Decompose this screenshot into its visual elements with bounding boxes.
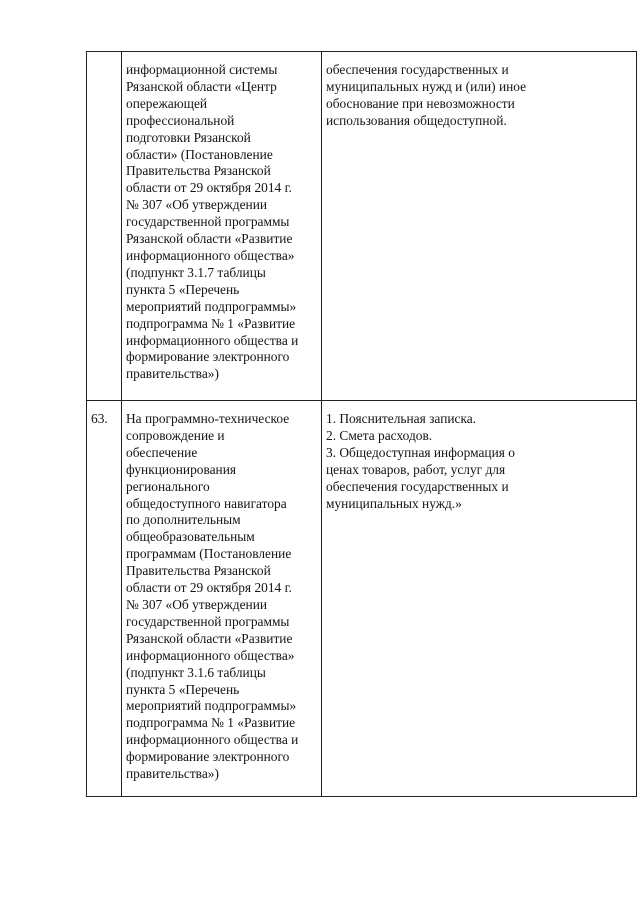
required-documents-cell <box>322 401 637 797</box>
text-line: профессиональной <box>126 112 235 128</box>
table-row <box>87 52 637 401</box>
text-line: правительства») <box>126 766 219 782</box>
text-line: Рязанской области «Развитие <box>126 630 293 646</box>
document-table <box>86 51 637 797</box>
row-number-cell <box>87 52 122 401</box>
text-line: информационного общества и <box>126 732 299 748</box>
activity-name-cell <box>122 52 322 401</box>
text-line: муниципальных нужд и (или) иное <box>326 78 527 94</box>
text-line: обеспечение <box>126 444 198 460</box>
text-line: обеспечения государственных и <box>326 62 509 77</box>
text-line: по дополнительным <box>126 512 241 528</box>
text-line: общедоступного навигатора <box>126 495 287 511</box>
text-line: обеспечения государственных и <box>326 478 509 494</box>
text-line: подготовки Рязанской <box>126 129 251 145</box>
text-line: муниципальных нужд.» <box>326 495 462 511</box>
activity-name-cell <box>122 401 322 797</box>
text-line: Рязанской области «Развитие <box>126 231 293 247</box>
text-line: обоснование при невозможности <box>326 95 515 111</box>
text-line: государственной программы <box>126 214 290 230</box>
text-line: информационного общества» <box>126 247 295 263</box>
text-line: 1. Пояснительная записка. <box>326 411 477 426</box>
text-line: регионального <box>126 478 210 494</box>
text-line: области от 29 октября 2014 г. <box>126 580 292 596</box>
text-line: использования общедоступной. <box>326 112 507 128</box>
text-line: (подпункт 3.1.7 таблицы <box>126 264 266 280</box>
text-line: № 307 «Об утверждении <box>126 197 268 213</box>
text-line: мероприятий подпрограммы» <box>126 698 297 714</box>
text-line: информационного общества» <box>126 647 295 663</box>
text-line: сопровождение и <box>126 427 225 443</box>
text-line: формирование электронного <box>126 349 290 365</box>
text-line: Правительства Рязанской <box>126 563 271 579</box>
row-number-cell: 63. <box>87 401 122 797</box>
required-documents-cell <box>322 52 637 401</box>
text-line: программам (Постановление <box>126 546 292 562</box>
text-line: пункта 5 «Перечень <box>126 281 240 297</box>
text-line: подпрограмма № 1 «Развитие <box>126 715 296 731</box>
text-line: № 307 «Об утверждении <box>126 596 268 612</box>
text-line: мероприятий подпрограммы» <box>126 298 297 314</box>
text-line: области» (Постановление <box>126 146 273 162</box>
text-line: подпрограмма № 1 «Развитие <box>126 315 296 331</box>
text-line: общеобразовательным <box>126 529 255 545</box>
text-line: На программно-техническое <box>126 411 290 426</box>
text-line: 2. Смета расходов. <box>326 427 433 443</box>
text-line: информационного общества и <box>126 332 299 348</box>
text-line: области от 29 октября 2014 г. <box>126 180 292 196</box>
text-line: правительства») <box>126 366 219 382</box>
text-line: (подпункт 3.1.6 таблицы <box>126 664 266 680</box>
text-line: государственной программы <box>126 613 290 629</box>
text-line: Правительства Рязанской <box>126 163 271 179</box>
text-line: информационной системы <box>126 62 278 77</box>
text-line: опережающей <box>126 95 208 111</box>
text-line: пункта 5 «Перечень <box>126 681 240 697</box>
text-line: формирование электронного <box>126 749 290 765</box>
text-line: 3. Общедоступная информация о <box>326 444 515 460</box>
text-line: функционирования <box>126 461 237 477</box>
text-line: Рязанской области «Центр <box>126 78 277 94</box>
text-line: ценах товаров, работ, услуг для <box>326 461 506 477</box>
table-row <box>87 401 637 797</box>
